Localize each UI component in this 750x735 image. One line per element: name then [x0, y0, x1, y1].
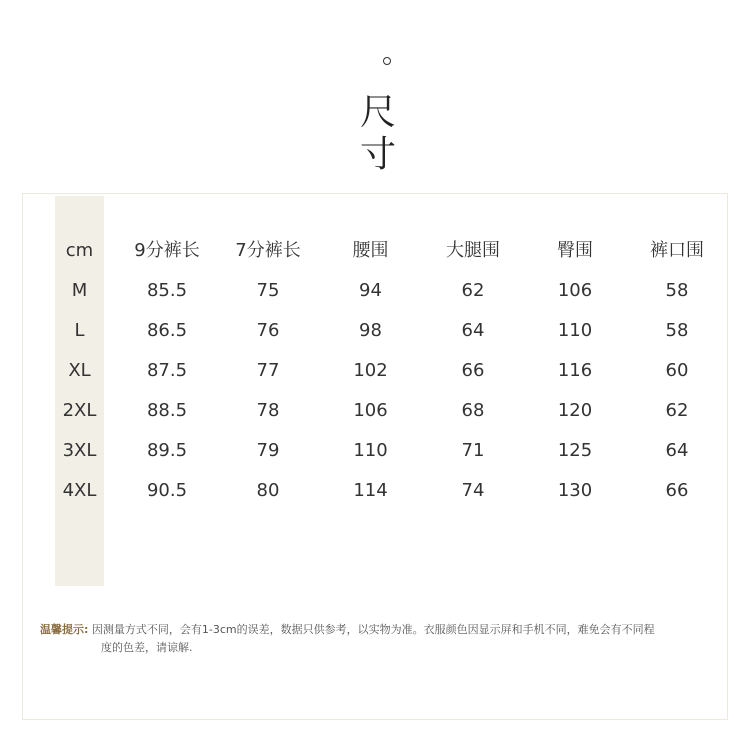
table-cell: 74: [461, 480, 485, 501]
table-row: [55, 391, 735, 431]
table-cell: 66: [665, 480, 689, 501]
table-cell: 75: [256, 280, 280, 301]
table-cell: 71: [461, 440, 485, 461]
table-row: [55, 311, 735, 351]
measurement-note: [40, 621, 710, 657]
header-cell: 大腿围: [446, 240, 500, 261]
table-cell: 77: [256, 360, 280, 381]
header-cell: 臀围: [557, 240, 593, 261]
table-cell: 114: [353, 480, 388, 501]
table-cell: 85.5: [146, 280, 188, 301]
table-cell: 102: [353, 360, 388, 381]
table-cell: 116: [557, 360, 593, 381]
size-label-cell: 4XL: [62, 480, 97, 501]
size-label-cell: L: [74, 320, 85, 341]
table-cell: 86.5: [146, 320, 188, 341]
table-cell: 110: [353, 440, 388, 461]
size-table: [55, 231, 735, 511]
header-cell: 9分裤长: [134, 240, 200, 261]
table-cell: 78: [256, 400, 280, 421]
note-line-1: [40, 621, 710, 639]
table-cell: 106: [353, 400, 388, 421]
header-cell: 7分裤长: [235, 240, 301, 261]
table-cell: 58: [665, 280, 689, 301]
title-dot-ornament: [383, 57, 391, 65]
table-cell: 106: [557, 280, 593, 301]
table-cell: 87.5: [146, 360, 188, 381]
header-cell: 腰围: [352, 240, 389, 261]
table-header-row: [55, 231, 735, 271]
table-cell: 80: [256, 480, 280, 501]
table-cell: 62: [461, 280, 485, 301]
table-cell: 98: [359, 320, 382, 341]
table-cell: 58: [665, 320, 689, 341]
table-cell: 125: [557, 440, 593, 461]
table-cell: 76: [256, 320, 280, 341]
table-cell: 60: [665, 360, 689, 381]
header-cell: cm: [65, 240, 94, 261]
note-label: 温馨提示:: [40, 623, 89, 636]
table-cell: 130: [557, 480, 593, 501]
table-cell: 66: [461, 360, 485, 381]
page-title-char-2: 寸: [359, 134, 396, 175]
table-row: [55, 431, 735, 471]
table-cell: 68: [461, 400, 485, 421]
table-row: [55, 471, 735, 511]
size-label-cell: 3XL: [62, 440, 97, 461]
table-cell: 64: [665, 440, 689, 461]
table-cell: 62: [665, 400, 689, 421]
table-cell: 110: [557, 320, 593, 341]
size-label-cell: XL: [68, 360, 91, 381]
table-cell: 79: [256, 440, 280, 461]
table-cell: 64: [461, 320, 485, 341]
table-cell: 120: [557, 400, 593, 421]
table-cell: 89.5: [146, 440, 188, 461]
note-text-1: 因测量方式不同，会有1-3cm的误差，数据只供参考，以实物为准。衣服颜色因显示屏和手机不同，难免会有不同程: [91, 623, 655, 636]
table-row: [55, 271, 735, 311]
page-title-char-1: 尺: [359, 92, 396, 133]
table-cell: 90.5: [146, 480, 188, 501]
table-cell: 94: [359, 280, 382, 301]
size-label-cell: 2XL: [62, 400, 97, 421]
size-label-cell: M: [71, 280, 88, 301]
table-row: [55, 351, 735, 391]
header-cell: 裤口围: [650, 240, 704, 261]
note-line-2: 度的色差，请谅解.: [101, 641, 193, 654]
table-cell: 88.5: [146, 400, 188, 421]
